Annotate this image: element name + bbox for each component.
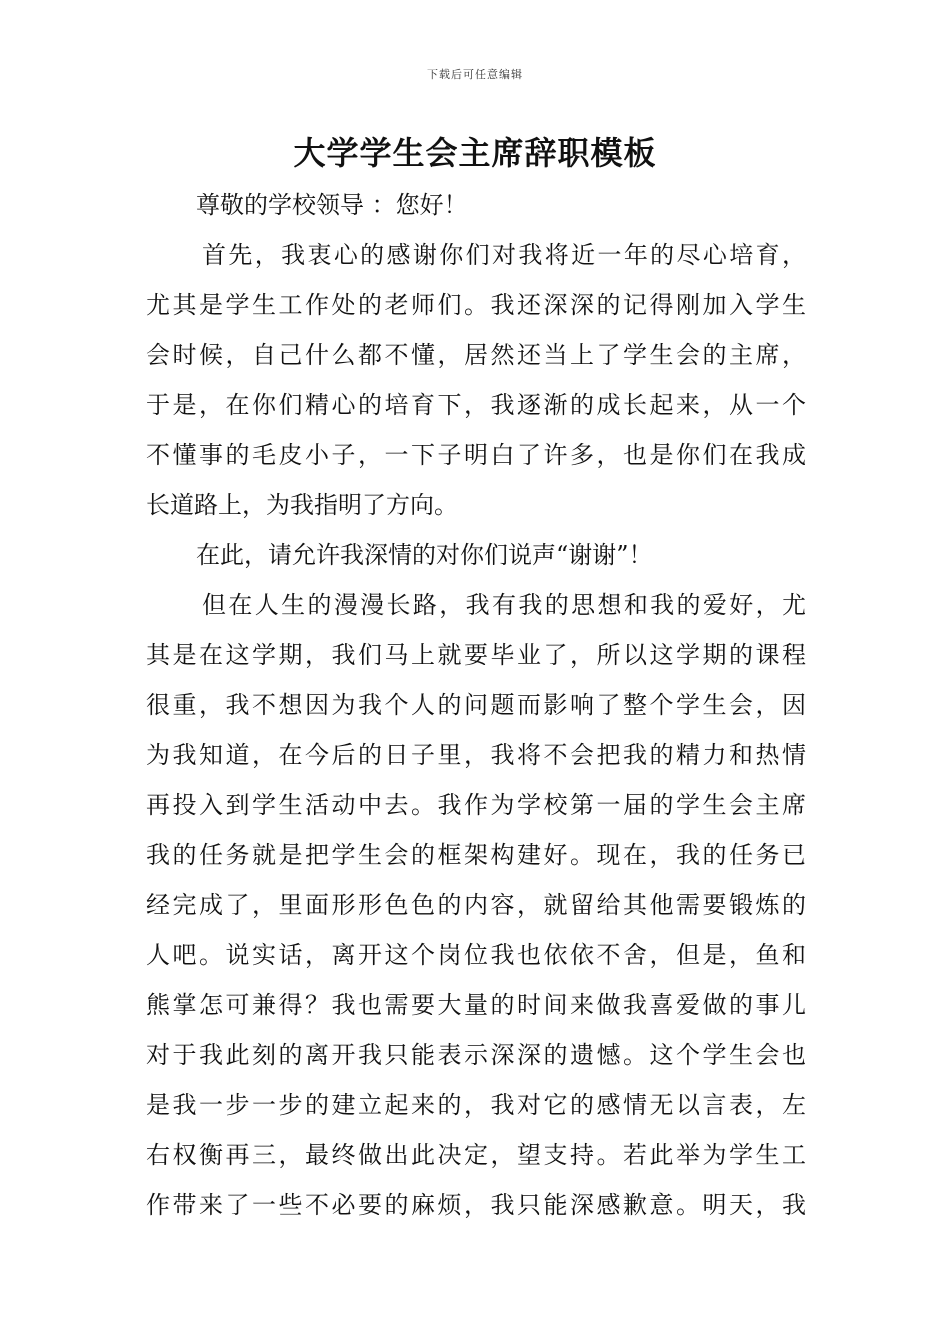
paragraph-line: 在此，请允许我深情的对你们说声“谢谢”！ [196, 541, 653, 569]
paragraph-line: 会时候，自己什么都不懂，居然还当上了学生会的主席， [146, 341, 806, 369]
paragraph-line: 右权衡再三，最终做出此决定，望支持。若此举为学生工 [146, 1141, 806, 1169]
paragraph-line: 其是在这学期，我们马上就要毕业了，所以这学期的课程 [146, 641, 806, 669]
paragraph-line: 于是，在你们精心的培育下，我逐渐的成长起来，从一个 [146, 391, 806, 419]
paragraph-line: 为我知道，在今后的日子里，我将不会把我的精力和热情 [146, 741, 806, 769]
document-title: 大学学生会主席辞职模板 [293, 134, 657, 172]
paragraph-line: 我的任务就是把学生会的框架构建好。现在，我的任务已 [146, 841, 806, 869]
paragraph-line: 对于我此刻的离开我只能表示深深的遗憾。这个学生会也 [146, 1041, 806, 1069]
paragraph-line: 经完成了，里面形形色色的内容，就留给其他需要锻炼的 [146, 891, 806, 919]
salutation-line: 尊敬的学校领导 ：您好！ [196, 191, 468, 219]
paragraph-line: 首先，我衷心的感谢你们对我将近一年的尽心培育， [202, 241, 806, 269]
header-note: 下载后可任意编辑 [427, 68, 523, 81]
paragraph-line: 长道路上，为我指明了方向。 [146, 491, 458, 519]
paragraph-line: 不懂事的毛皮小子，一下子明白了许多，也是你们在我成 [146, 441, 806, 469]
paragraph-line: 熊掌怎可兼得？我也需要大量的时间来做我喜爱做的事儿 [146, 991, 806, 1019]
document-body [146, 180, 806, 1230]
paragraph-line: 是我一步一步的建立起来的，我对它的感情无以言表，左 [146, 1091, 806, 1119]
paragraph-line: 尤其是学生工作处的老师们。我还深深的记得刚加入学生 [146, 291, 806, 319]
paragraph-line: 作带来了一些不必要的麻烦，我只能深感歉意。明天，我 [146, 1191, 806, 1219]
paragraph-line: 但在人生的漫漫长路，我有我的思想和我的爱好，尤 [202, 591, 806, 619]
paragraph-line: 再投入到学生活动中去。我作为学校第一届的学生会主席 [146, 791, 806, 819]
paragraph-line: 很重，我不想因为我个人的问题而影响了整个学生会，因 [146, 691, 806, 719]
paragraph-line: 人吧。说实话，离开这个岗位我也依依不舍，但是，鱼和 [146, 941, 806, 969]
